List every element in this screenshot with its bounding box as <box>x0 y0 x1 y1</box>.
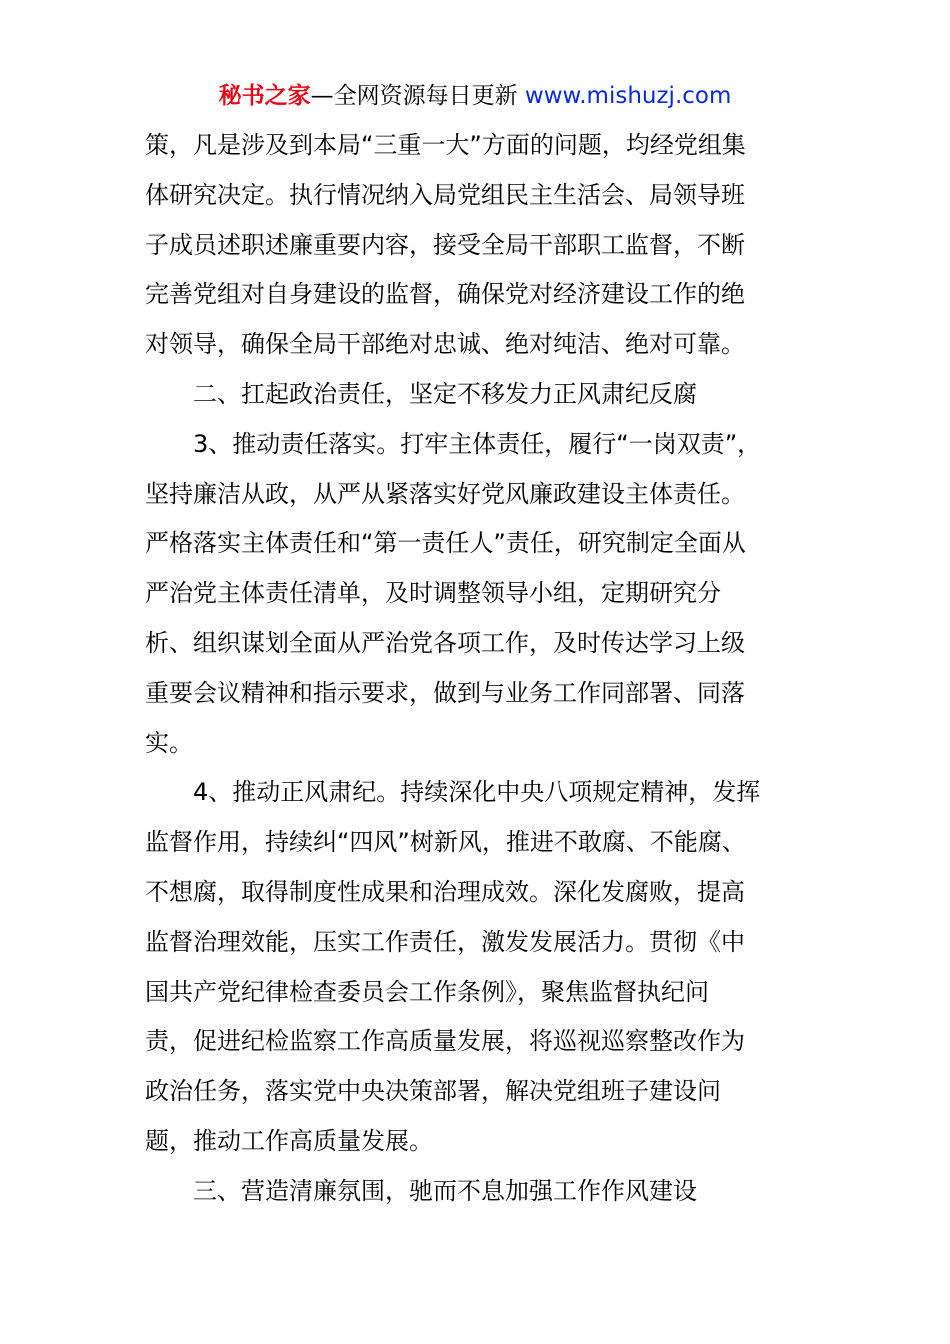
text-line: 子成员述职述廉重要内容，接受全局干部职工监督，不断 <box>145 230 745 259</box>
document-body <box>145 121 825 1217</box>
paragraph-start: 4、推动正风肃纪。持续深化中央八项规定精神，发挥 <box>193 778 761 807</box>
header-site-url: www.mishuzj.com <box>524 83 732 109</box>
header-tagline: —全网资源每日更新 <box>310 83 518 109</box>
text-line: 实。 <box>145 728 193 757</box>
text-line: 完善党组对自身建设的监督，确保党对经济建设工作的绝 <box>145 280 745 309</box>
text-line: 析、组织谋划全面从严治党各项工作，及时传达学习上级 <box>145 628 745 657</box>
text-line: 重要会议精神和指示要求，做到与业务工作同部署、同落 <box>145 678 745 707</box>
text-line: 坚持廉洁从政，从严从紧落实好党风廉政建设主体责任。 <box>145 479 745 508</box>
text-line: 严治党主体责任清单，及时调整领导小组，定期研究分 <box>145 579 721 608</box>
header-brand: 秘书之家 <box>218 83 311 109</box>
section-heading: 三、营造清廉氛围，驰而不息加强工作作风建设 <box>193 1176 697 1205</box>
text-line: 监督作用，持续纠“四风”树新风，推进不敢腐、不能腐、 <box>145 828 746 857</box>
text-line: 策，凡是涉及到本局“三重一大”方面的问题，均经党组集 <box>145 131 746 159</box>
text-line: 对领导，确保全局干部绝对忠诚、绝对纯洁、绝对可靠。 <box>145 330 745 359</box>
text-line: 题，推动工作高质量发展。 <box>145 1126 433 1155</box>
text-line: 严格落实主体责任和“第一责任人”责任，研究制定全面从 <box>145 529 746 558</box>
text-line: 体研究决定。执行情况纳入局党组民主生活会、局领导班 <box>145 180 745 209</box>
text-line: 国共产党纪律检查委员会工作条例》，聚焦监督执纪问 <box>145 977 709 1006</box>
text-line: 责，促进纪检监察工作高质量发展，将巡视巡察整改作为 <box>145 1027 745 1056</box>
paragraph-start: 3、推动责任落实。打牢主体责任，履行“一岗双责”， <box>193 429 762 458</box>
section-heading: 二、扛起政治责任，坚定不移发力正风肃纪反腐 <box>193 379 697 408</box>
text-line: 政治任务，落实党中央决策部署，解决党组班子建设问 <box>145 1077 721 1106</box>
page-header <box>0 80 950 112</box>
text-line: 监督治理效能，压实工作责任，激发发展活力。贯彻《中 <box>145 927 745 956</box>
text-line: 不想腐，取得制度性成果和治理成效。深化发腐败，提高 <box>145 877 745 906</box>
